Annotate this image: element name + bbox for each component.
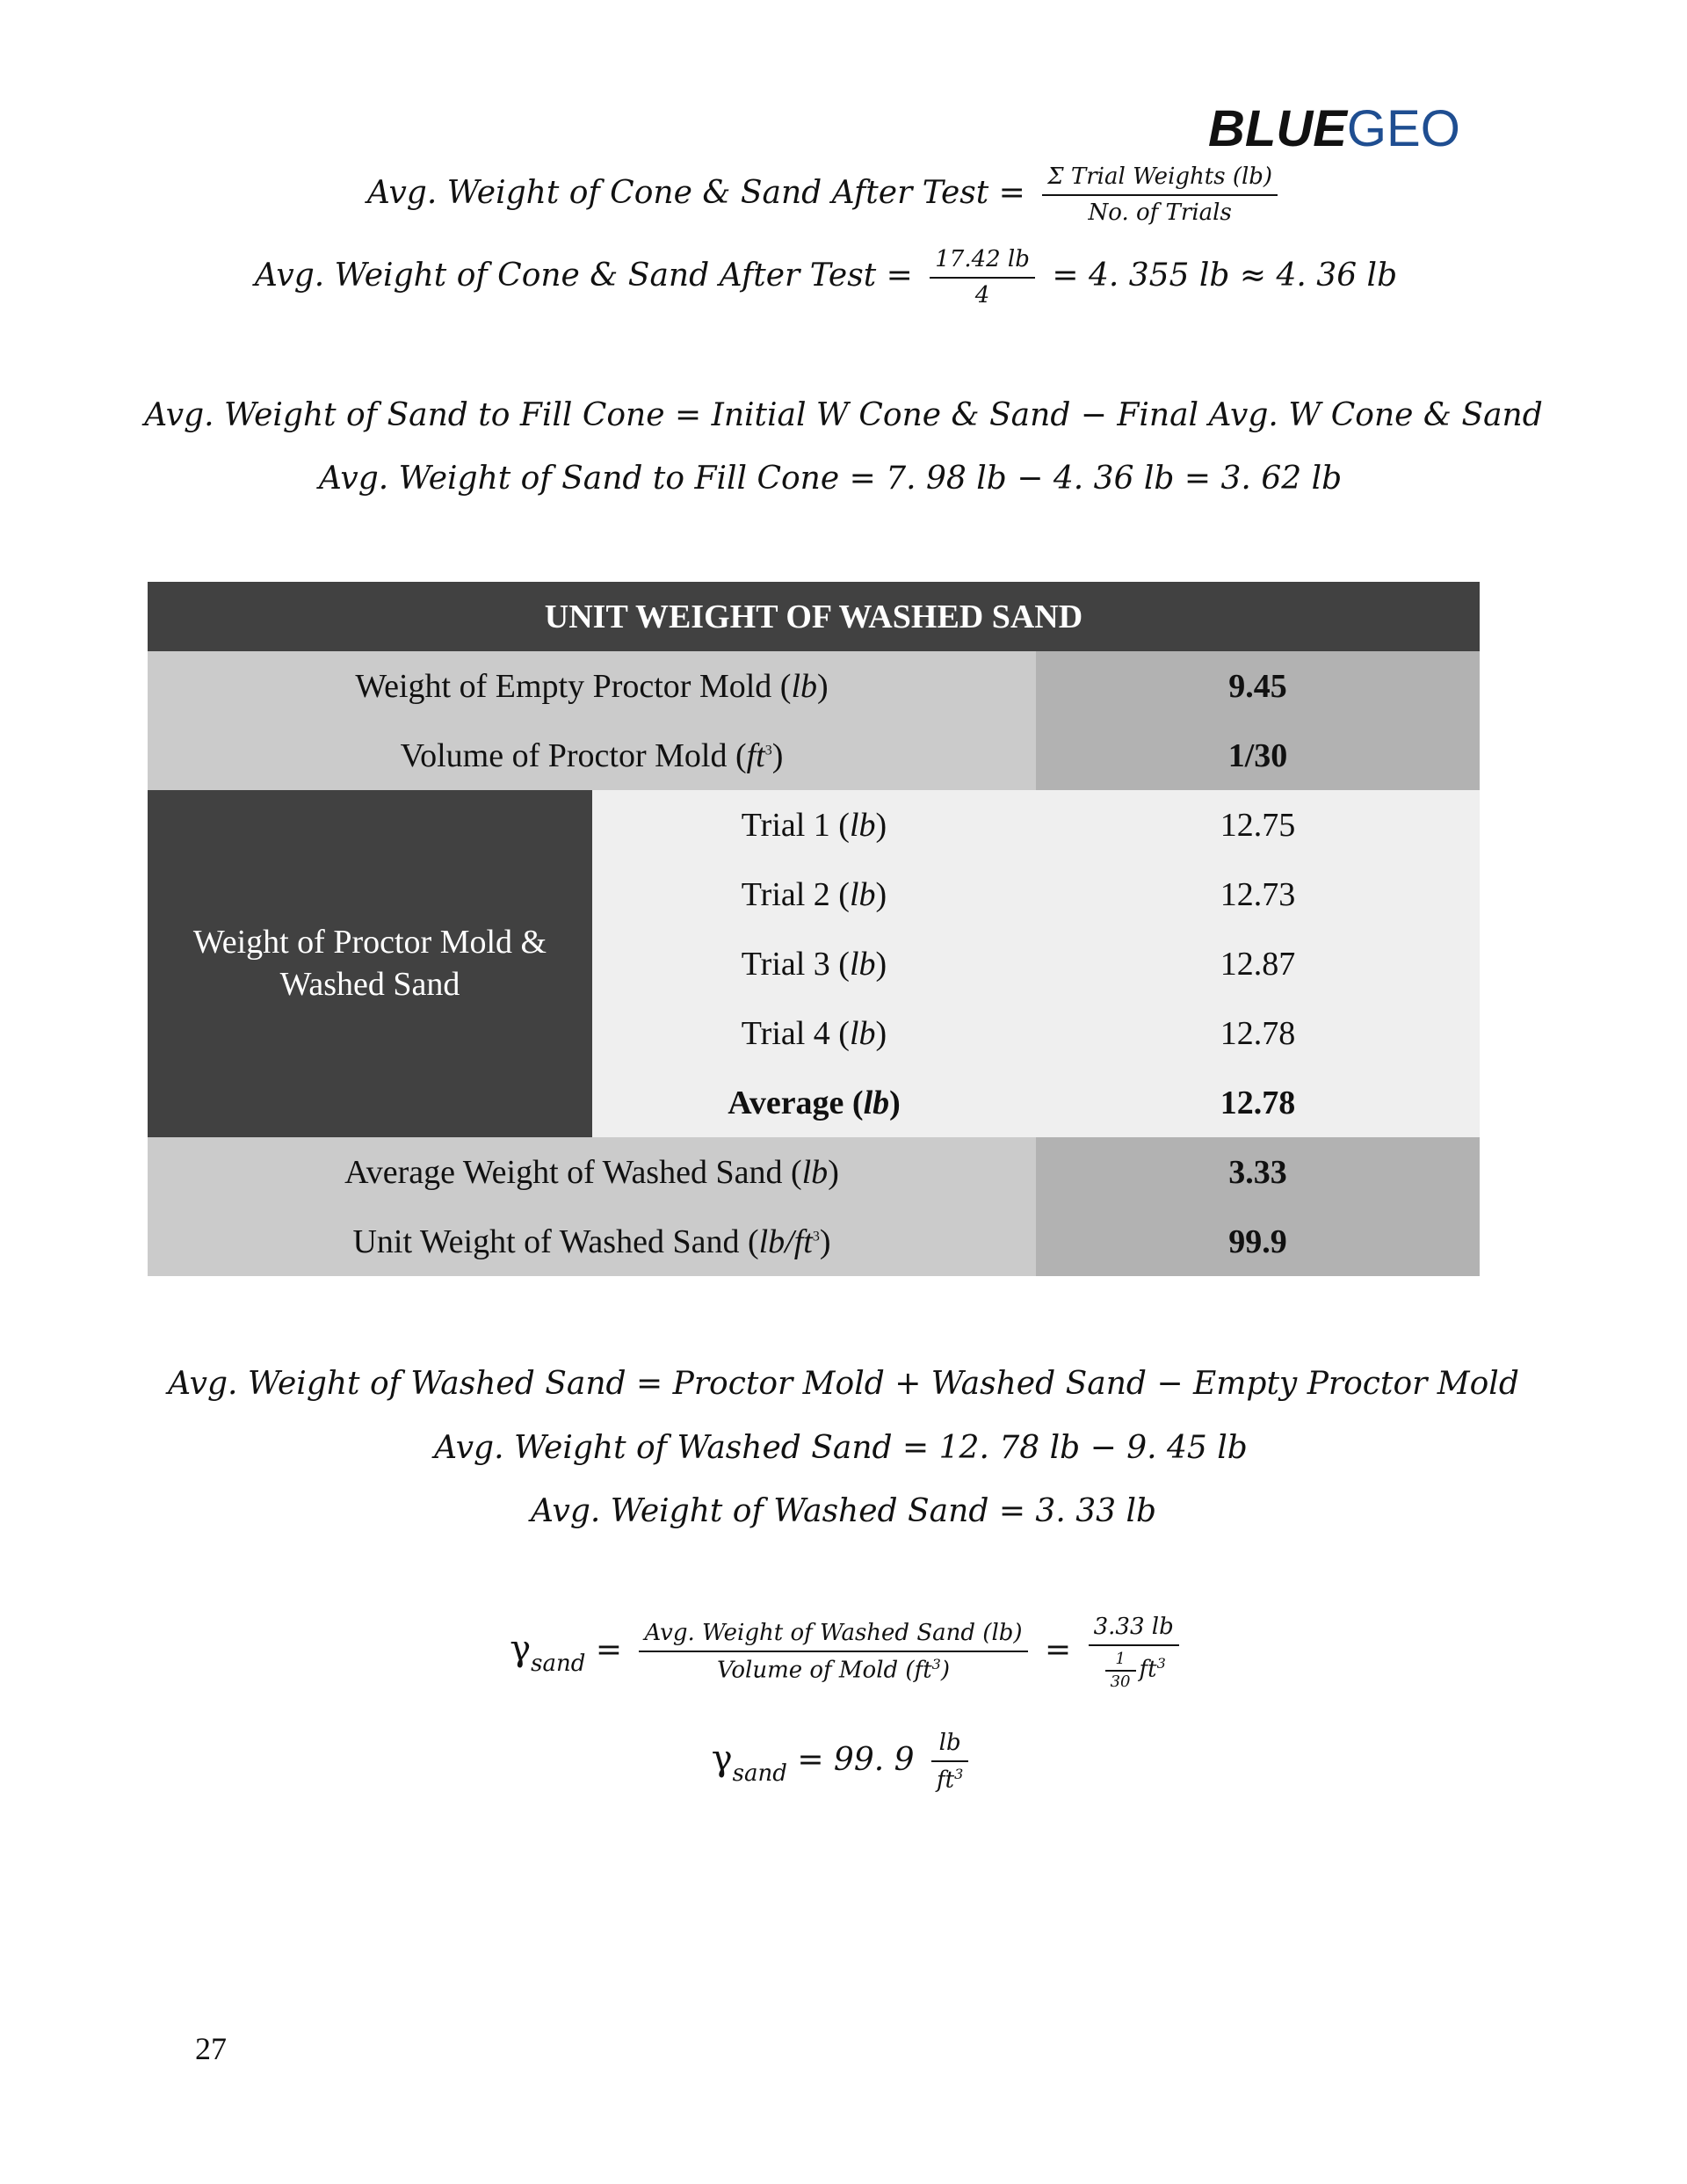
gamma-symbol: γ xyxy=(510,1629,532,1670)
equation-avg-cone-sand-formula xyxy=(0,163,1669,227)
table-row xyxy=(148,1207,1480,1276)
gamma-unit-fraction xyxy=(931,1730,968,1795)
eq2-denominator: 4 xyxy=(974,282,990,309)
row-value: 3.33 xyxy=(1036,1137,1480,1207)
equation-gamma-sand-formula xyxy=(4,1614,1687,1691)
trial-value: 12.75 xyxy=(1036,790,1480,860)
gamma-subscript: sand xyxy=(531,1651,586,1678)
table-row xyxy=(148,651,1480,721)
row-value: 1/30 xyxy=(1036,721,1480,790)
bluegeo-logo xyxy=(1208,100,1460,157)
unit-denominator: $ft^3$ xyxy=(937,1766,964,1794)
row-label: Average Weight of Washed Sand (lb) xyxy=(148,1137,1036,1207)
row-value: 9.45 xyxy=(1036,651,1480,721)
equation-washed-sand-formula: Avg. Weight of Washed Sand = Proctor Mold + Washed Sand − Empty Proctor Mold xyxy=(168,1366,1519,1402)
eq2-fraction xyxy=(930,246,1035,309)
unit-weight-table xyxy=(148,582,1480,1276)
trial-label: Trial 3 (lb) xyxy=(592,929,1036,998)
table-row xyxy=(148,721,1480,790)
average-label: Average (lb) xyxy=(592,1068,1036,1137)
trial-label: Trial 2 (lb) xyxy=(592,860,1036,929)
equation-sand-fill-cone-formula: Avg. Weight of Sand to Fill Cone = Initial W Cone & Sand − Final Avg. W Cone & Sand xyxy=(144,397,1543,433)
eq1-lhs: Avg. Weight of Cone & Sand After Test = xyxy=(366,175,1025,212)
equals-sign: = xyxy=(595,1632,622,1669)
average-value: 12.78 xyxy=(1036,1068,1480,1137)
eq1-denominator: No. of Trials xyxy=(1088,200,1232,227)
equation-washed-sand-subtraction: Avg. Weight of Washed Sand = 12. 78 lb − 9. 45 lb xyxy=(434,1430,1248,1466)
page-number: 27 xyxy=(195,2031,227,2066)
fraction-1-denominator: Volume of Mold $(ft^3)$ xyxy=(716,1656,950,1685)
gamma-fraction-2 xyxy=(1089,1614,1179,1691)
eq1-numerator: Σ Trial Weights (lb) xyxy=(1042,163,1278,196)
trial-value: 12.73 xyxy=(1036,860,1480,929)
logo-geo: GEO xyxy=(1346,100,1460,157)
equation-washed-sand-result: Avg. Weight of Washed Sand = 3. 33 lb xyxy=(530,1493,1157,1529)
equals-sign: = xyxy=(1045,1632,1072,1669)
trial-value: 12.87 xyxy=(1036,929,1480,998)
equation-sand-fill-cone-value: Avg. Weight of Sand to Fill Cone = 7. 98 lb − 4. 36 lb = 3. 62 lb xyxy=(318,461,1343,497)
fraction-2-numerator: 3.33 lb xyxy=(1089,1614,1179,1646)
gamma-fraction-1 xyxy=(639,1620,1027,1685)
gamma-subscript: sand xyxy=(732,1760,787,1788)
row-label: Unit Weight of Washed Sand $(lb/ft^3)$ xyxy=(148,1207,1036,1276)
inner-fraction: $\frac{1}{30}$ xyxy=(1105,1650,1136,1691)
table-title: UNIT WEIGHT OF WASHED SAND xyxy=(148,582,1480,651)
eq2-numerator: 17.42 lb xyxy=(930,246,1035,279)
table-row xyxy=(148,1137,1480,1207)
eq1-fraction xyxy=(1042,163,1278,227)
table-row xyxy=(148,790,1480,860)
trial-value: 12.78 xyxy=(1036,998,1480,1068)
equation-avg-cone-sand-value xyxy=(0,246,1669,309)
group-label: Weight of Proctor Mold & Washed Sand xyxy=(148,790,592,1137)
row-label: Volume of Proctor Mold $(ft^3)$ xyxy=(148,721,1036,790)
unit-numerator: lb xyxy=(931,1730,968,1762)
row-label: Weight of Empty Proctor Mold (lb) xyxy=(148,651,1036,721)
row-value: 99.9 xyxy=(1036,1207,1480,1276)
gamma-symbol: γ xyxy=(711,1738,733,1780)
fraction-1-numerator: Avg. Weight of Washed Sand (lb) xyxy=(639,1620,1027,1652)
gamma-value: = 99. 9 xyxy=(797,1742,915,1779)
logo-blue: BLUE xyxy=(1208,100,1347,157)
trial-label: Trial 4 (lb) xyxy=(592,998,1036,1068)
eq2-lhs: Avg. Weight of Cone & Sand After Test = xyxy=(254,258,913,294)
equation-gamma-sand-result xyxy=(0,1730,1687,1795)
eq2-rhs: = 4. 355 lb ≈ 4. 36 lb xyxy=(1052,258,1398,294)
trial-label: Trial 1 (lb) xyxy=(592,790,1036,860)
fraction-2-denominator: $\frac{1}{30}$ $ft^3$ xyxy=(1089,1646,1179,1691)
